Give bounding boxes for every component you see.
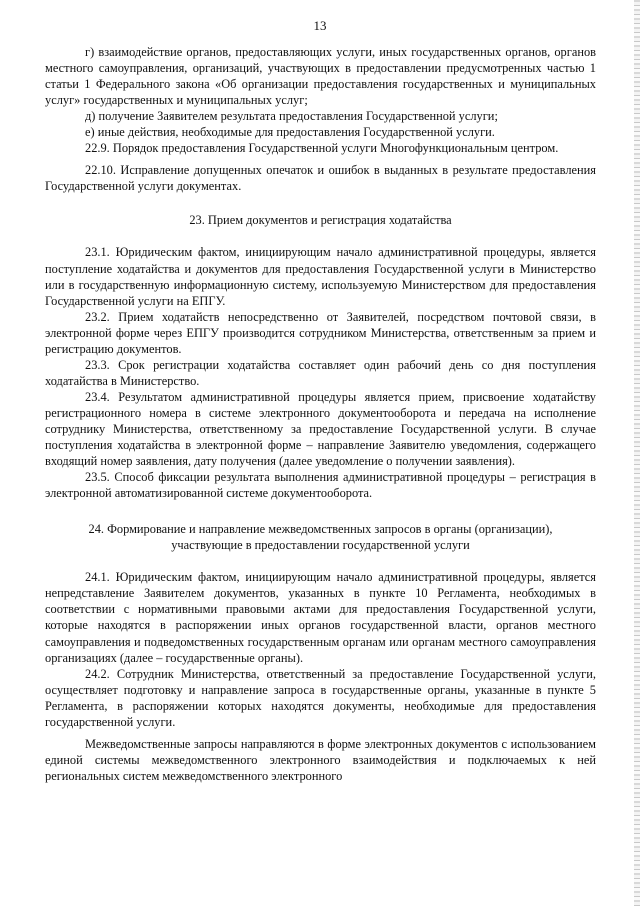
paragraph: г) взаимодействие органов, предоставляющих услуги, иных государственных органов, органов местного самоуправления, организаций, участвующих в предоставлении предусмотренных частью 1 статьи 1 Федерального закона «Об организации предоставления государственных и муниципальных услуг» государственных и муниципальных услуг; — [45, 45, 596, 108]
paragraph: д) получение Заявителем результата предоставления Государственной услуги; — [85, 109, 498, 124]
paragraph: 23.4. Результатом административной процедуры является прием, присвоение ходатайству регистрационного номера в системе электронного документооборота и передача на исполнение сотруднику Министерства, ответственному за предоставление Государственной услуги. В случае поступления ходатайства в электронной форме – направление Заявителю уведомления, содержащего входящий номер заявления, дату получения (далее уведомление о получении заявления). — [45, 389, 596, 469]
paragraph: 23.3. Срок регистрации ходатайства составляет один рабочий день со дня поступления ходатайства в Министерство. — [45, 357, 596, 388]
section-heading-24-line2: участвующие в предоставлении государственной услуги — [171, 538, 470, 553]
paragraph: 23.5. Способ фиксации результата выполнения административной процедуры – регистрация в электронной автоматизированной системе документооборота. — [45, 470, 596, 501]
section-heading-23: 23. Прием документов и регистрация ходатайства — [189, 213, 452, 228]
section-heading-24-line1: 24. Формирование и направление межведомственных запросов в органы (организации), — [88, 522, 553, 537]
document-body — [45, 44, 596, 784]
paragraph: 24.1. Юридическим фактом, инициирующим начало административной процедуры, является непредставление Заявителем документов, указанных в пункте 10 Регламента, необходимых в соответствии с нормативными правовыми актами для предоставления Государственной услуги, которые находятся в распоряжении иных органов государственной власти, органов местного самоуправления и подведомственных государственным органам или органам местного самоуправления организациях (далее – государственные органы). — [45, 570, 596, 665]
paragraph: е) иные действия, необходимые для предоставления Государственной услуги. — [85, 125, 495, 140]
paragraph: 22.10. Исправление допущенных опечаток и ошибок в выданных в результате предоставления Государственной услуги документах. — [45, 163, 596, 194]
paragraph: 23.2. Прием ходатайств непосредственно от Заявителей, посредством почтовой связи, в электронной форме через ЕПГУ производится сотрудником Министерства, ответственным за прием и регистрацию документов. — [45, 309, 596, 356]
scan-edge — [634, 0, 640, 906]
page-number: 13 — [313, 18, 327, 33]
paragraph: 23.1. Юридическим фактом, инициирующим начало административной процедуры, является поступление ходатайства и документов для предоставления Государственной услуги в Министерство или в государственную информационную систему, используемую Министерством для предоставления Государственной услуги на ЕПГУ. — [45, 245, 596, 308]
paragraph: 24.2. Сотрудник Министерства, ответственный за предоставление Государственной услуги, осуществляет подготовку и направление запроса в государственные органы, указанные в пункте 5 Регламента, в распоряжении которых находятся документы, необходимые для предоставления государственной услуги. — [45, 666, 596, 729]
section-heading-24 — [45, 521, 596, 553]
paragraph: 22.9. Порядок предоставления Государственной услуги Многофункциональным центром. — [85, 141, 559, 156]
paragraph: Межведомственные запросы направляются в форме электронных документов с использованием единой системы межведомственного электронного взаимодействия и подключаемых к ней региональных систем межведомственного электронного — [45, 736, 596, 783]
